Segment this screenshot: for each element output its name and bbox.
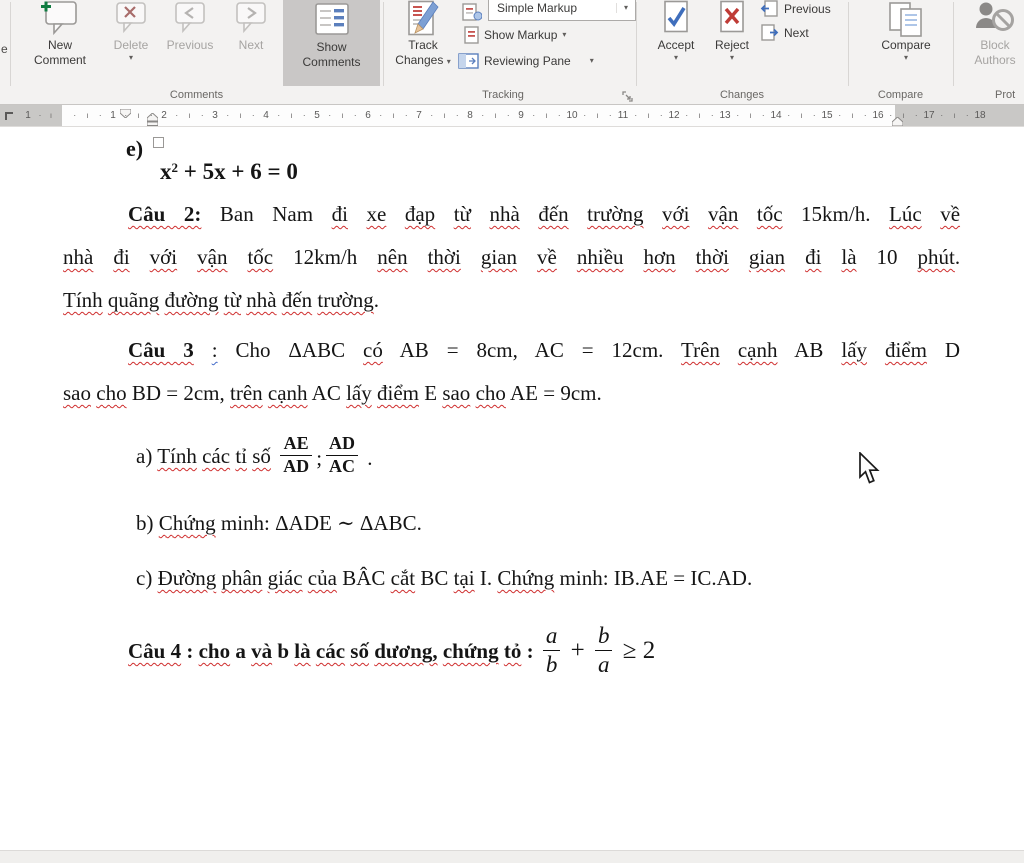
ruler-dot: · [965, 110, 969, 120]
ruler-dot: · [736, 110, 740, 120]
ruler-dot: · [557, 110, 561, 120]
ruler-dot: · [404, 110, 408, 120]
ruler-number: 6 [365, 110, 371, 121]
paragraph-eq: $x^2 + 5x + 6 = 0$ [160, 159, 298, 184]
ruler-number: 8 [467, 110, 473, 121]
ruler-dot: · [863, 110, 867, 120]
group-divider [383, 2, 384, 86]
previous-comment-label: Previous [166, 38, 214, 52]
ruler-number: 13 [719, 110, 731, 121]
paragraph-ia: a) Tính các tỉ số $\frac{AE}{AD}$ ; $\frac{AD}{AC}$ . [136, 432, 373, 476]
track-changes-icon [390, 0, 456, 38]
cutoff-button-label: e [1, 42, 8, 56]
ruler-tick: ı [902, 111, 905, 120]
tracking-group-label: Tracking [482, 89, 524, 101]
ruler-dot: · [455, 110, 459, 120]
previous-comment-button[interactable] [158, 0, 222, 53]
track-changes-label-2: Changes [395, 53, 444, 67]
accept-icon [648, 0, 704, 38]
fraction: $\frac{AD}{AC}$ [326, 434, 358, 477]
review-ribbon [0, 0, 1024, 105]
ruler-dot: · [812, 110, 816, 120]
ruler-number: 14 [770, 110, 782, 121]
fraction: $\frac{AE}{AD}$ [280, 434, 312, 477]
ruler-dot: · [251, 110, 255, 120]
ruler-dot: · [787, 110, 791, 120]
mouse-cursor-icon [858, 452, 882, 491]
horizontal-scrollbar[interactable] [0, 850, 1024, 863]
ruler-tick: ı [86, 111, 89, 120]
delete-comment-icon [104, 0, 158, 38]
accept-label: Accept [657, 38, 695, 52]
new-comment-button[interactable] [14, 0, 106, 68]
group-divider [10, 2, 11, 86]
ruler-number: 3 [212, 110, 218, 121]
paragraph-e: e) [126, 133, 164, 165]
ruler-tick: ı [647, 111, 650, 120]
ruler-tick: ı [545, 111, 548, 120]
show-comments-icon [283, 0, 380, 40]
ruler-dot: · [226, 110, 230, 120]
ruler-dot: · [710, 110, 714, 120]
ruler-tick: ı [49, 111, 53, 120]
new-comment-label-2: Comment [33, 53, 86, 67]
reviewing-pane-icon [458, 52, 479, 70]
ruler-dot: · [353, 110, 357, 120]
delete-comment-label: Delete [113, 38, 149, 52]
paragraph-c3l1: Câu 3 : Cho ΔABC có AB = 8cm, AC = 12cm. Trên cạnh AB lấy điểm D [128, 338, 961, 362]
group-divider [953, 2, 954, 86]
next-change-label: Next [784, 26, 809, 40]
dropdown-arrow-icon: ▾ [446, 57, 451, 66]
ruler-dot: · [659, 110, 663, 120]
ruler-dot: · [608, 110, 612, 120]
ruler-tick: ı [341, 111, 344, 120]
paragraph-c4: Câu 4 : cho a và b là các số dương, chứng tỏ : $\frac{a}{b}$ + $\frac{b}{a}$ ≥ 2 [128, 623, 656, 677]
dropdown-arrow-icon: ▾ [589, 56, 594, 65]
ruler-dot: · [940, 110, 944, 120]
ruler-dot: · [634, 110, 638, 120]
block-authors-label-1: Block [980, 38, 1010, 52]
paragraph-c2l1: Câu 2: Ban Nam đi xe đạp từ nhà đến trường với vận tốc 15km/h. Lúc về [128, 202, 961, 226]
ruler-dot: · [532, 110, 536, 120]
reject-label: Reject [714, 38, 749, 52]
show-comments-button[interactable] [283, 0, 380, 86]
compare-label: Compare [881, 38, 931, 52]
ruler-tick: ı [596, 111, 599, 120]
previous-change-label: Previous [784, 2, 831, 16]
dropdown-arrow-icon: ▾ [729, 53, 734, 62]
block-authors-label-2: Authors [974, 53, 1016, 67]
fraction: $\frac{b}{a}$ [595, 623, 613, 677]
ruler-dot: · [277, 110, 281, 120]
ruler-dot: · [583, 110, 587, 120]
show-markup-icon [464, 26, 479, 44]
ruler-tick: ı [698, 111, 701, 120]
ruler-dot: · [124, 110, 128, 120]
ruler-tick: ı [188, 111, 191, 120]
dropdown-arrow-icon: ▾ [673, 53, 678, 62]
ruler-number: 1 [110, 110, 116, 121]
ruler-tick: ı [953, 111, 956, 120]
ruler-number: 16 [872, 110, 884, 121]
show-markup-label: Show Markup [484, 28, 558, 42]
reject-icon [706, 0, 758, 38]
dropdown-arrow-icon: ▾ [903, 53, 908, 62]
reviewing-pane-label: Reviewing Pane [484, 54, 571, 68]
ruler-number: 2 [161, 110, 167, 121]
protect-group-label: Prot [995, 89, 1016, 101]
ruler-dot: · [761, 110, 765, 120]
fraction: $\frac{a}{b}$ [543, 623, 561, 677]
ruler-tick: ı [392, 111, 395, 120]
next-comment-label: Next [238, 38, 264, 52]
ruler-dot: · [328, 110, 332, 120]
compare-group-label: Compare [877, 89, 924, 101]
ruler-dot: · [38, 110, 42, 120]
next-change-button[interactable] [760, 24, 809, 42]
compare-button[interactable] [868, 0, 944, 63]
ruler-number: 12 [668, 110, 680, 121]
tab-stop-marker [5, 112, 13, 120]
ruler-number: 4 [263, 110, 269, 121]
ruler-tick: ı [851, 111, 854, 120]
ruler-dot: · [685, 110, 689, 120]
ruler-number: 17 [923, 110, 935, 121]
next-comment-icon [224, 0, 278, 38]
ruler-dot: · [838, 110, 842, 120]
ruler-dot: · [98, 110, 102, 120]
ruler-number: 18 [974, 110, 986, 121]
previous-comment-icon [158, 0, 222, 38]
ruler-tick: ı [494, 111, 497, 120]
paragraph-ib: b) Chứng minh: ΔADE ∼ ΔABC. [136, 511, 422, 535]
previous-change-button[interactable] [760, 0, 831, 18]
delete-comment-button[interactable] [104, 0, 158, 63]
new-comment-label-1: New [47, 38, 72, 52]
ruler-dot: · [481, 110, 485, 120]
block-authors-button[interactable] [960, 0, 1024, 68]
ruler-dot: · [302, 110, 306, 120]
accept-button[interactable] [648, 0, 704, 63]
paragraph-c2l3: Tính quãng đường từ nhà đến trường. [63, 288, 379, 312]
ruler-dot: · [914, 110, 918, 120]
display-for-review-value: Simple Markup [497, 0, 578, 15]
reviewing-pane-button[interactable] [458, 52, 594, 70]
comments-group-label: Comments [169, 89, 224, 101]
ruler-dot: · [379, 110, 383, 120]
dropdown-arrow-icon: ▾ [562, 30, 567, 39]
track-changes-label-1: Track [408, 38, 438, 52]
markup-state-icon [462, 2, 482, 22]
ruler-number: 5 [314, 110, 320, 121]
ruler-tick: ı [290, 111, 293, 120]
next-change-icon [760, 24, 779, 42]
ruler-dot: · [175, 110, 179, 120]
ruler-tick: ı [800, 111, 803, 120]
block-authors-icon [960, 0, 1024, 38]
ruler-number: 15 [821, 110, 833, 121]
paragraph-ic: c) Đường phân giác của BÂC cắt BC tại I. Chứng minh: IB.AE = IC.AD. [136, 566, 753, 590]
ruler-margin-number: 1 [25, 110, 31, 121]
ruler-dot: · [200, 110, 204, 120]
changes-group-label: Changes [719, 89, 765, 101]
track-changes-button[interactable] [390, 0, 456, 68]
ruler-number: 7 [416, 110, 422, 121]
ruler-dot: · [889, 110, 893, 120]
dropdown-arrow-icon: ▾ [616, 3, 635, 13]
ruler[interactable] [0, 105, 1024, 127]
paragraph-c3l2: sao cho BD = 2cm, trên cạnh AC lấy điểm E sao cho AE = 9cm. [63, 381, 602, 405]
previous-change-icon [760, 0, 779, 18]
ruler-number: 10 [566, 110, 578, 121]
reject-button[interactable] [706, 0, 758, 63]
ruler-tick: ı [749, 111, 752, 120]
next-comment-button[interactable] [224, 0, 278, 53]
show-markup-button[interactable] [464, 26, 566, 44]
ruler-tick: ı [443, 111, 446, 120]
display-for-review-combobox[interactable] [488, 0, 636, 21]
ruler-tick: ı [239, 111, 242, 120]
ruler-dot: · [430, 110, 434, 120]
ruler-dot: · [73, 110, 77, 120]
ruler-dot: · [506, 110, 510, 120]
dropdown-arrow-icon: ▾ [128, 53, 133, 62]
paragraph-c2l2: nhà đi với vận tốc 12km/h nên thời gian về nhiều hơn thời gian đi là 10 phút. [63, 245, 961, 269]
new-comment-icon [14, 0, 106, 38]
ruler-number: 9 [518, 110, 524, 121]
ruler-tick: ı [137, 111, 140, 120]
show-comments-label-2: Comments [302, 55, 361, 69]
ruler-number: 11 [617, 110, 629, 121]
group-divider [848, 2, 849, 86]
show-comments-label-1: Show [316, 40, 347, 54]
compare-icon [868, 0, 944, 38]
group-divider [636, 2, 637, 86]
ruler-dot: · [149, 110, 153, 120]
